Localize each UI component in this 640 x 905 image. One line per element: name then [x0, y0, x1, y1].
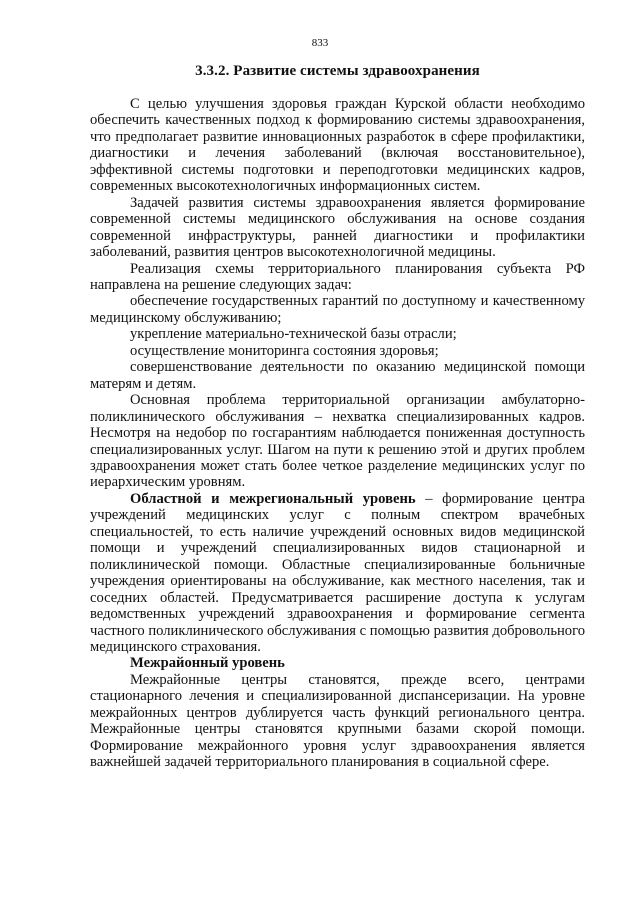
regional-level-heading: Областной и межрегиональный уровень — [130, 490, 416, 507]
paragraph-goal: Задачей развития системы здравоохранения является формирование современной системы медицинского обслуживания на основе создания современной инфраструктуры, ранней диагностики и профилактики заболеваний, развития центров высокотехнологичной медицины. — [90, 194, 585, 261]
paragraph-interdistrict-level: Межрайонные центры становятся, прежде всего, центрами стационарного лечения и специализированной диспансеризации. На уровне межрайонных центров дублируется часть функций регионального центра. Межрайонные центры становятся крупными базами скорой помощи. Формирование межрайонного уровня услуг здравоохранения является важнейшей задачей территориального планирования в социальной сфере. — [90, 671, 585, 771]
regional-level-text: – формирование центра учреждений медицинских услуг с полным спектром врачебных специальностей, то есть наличие учреждений основных видов медицинской помощи и учреждений специализированных видов стационарной и поликлинической помощи. Областные специализированные больничные учреждения ориентированы на обслуживание, как местного населения, так и соседних областей. Предусматривается расширение доступа к услугам ведомственных учреждений здравоохранения и формирование сегмента частного поликлинического обслуживания с помощью развития добровольного медицинского страхования. — [90, 490, 585, 655]
paragraph-regional-level — [90, 491, 585, 656]
interdistrict-level-heading: Межрайонный уровень — [130, 655, 285, 672]
task-item: укрепление материально-технической базы отрасли; — [130, 326, 457, 343]
task-item: осуществление мониторинга состояния здоровья; — [130, 342, 439, 359]
paragraph-main-problem: Основная проблема территориальной организации амбулаторно-поликлинического обслуживания – нехватка специализированных кадров. Несмотря на недобор по госгарантиям наблюдается пониженная доступность специализированных услуг. Шагом на пути к решению этой и других проблем здравоохранения может стать более четкое разделение медицинских услуг по иерархическим уровням. — [90, 392, 585, 491]
paragraph-intro: С целью улучшения здоровья граждан Курской области необходимо обеспечить качественных подход к формированию системы здравоохранения, что предполагает развитие инновационных разработок в сфере профилактики, диагностики и лечения заболеваний (включая восстановительное), эффективной системы подготовки и переподготовки медицинских кадров, современных высокотехнологичных информационных систем. — [90, 96, 585, 195]
document-body — [90, 96, 585, 771]
section-title: 3.3.2. Развитие системы здравоохранения — [195, 63, 480, 79]
page-number: 833 — [311, 37, 329, 49]
task-item: обеспечение государственных гарантий по доступному и качественному медицинскому обслуживанию; — [90, 293, 585, 326]
task-item: совершенствование деятельности по оказанию медицинской помощи матерям и детям. — [90, 359, 585, 392]
paragraph-tasks-intro: Реализация схемы территориального планирования субъекта РФ направлена на решение следующих задач: — [90, 260, 585, 293]
